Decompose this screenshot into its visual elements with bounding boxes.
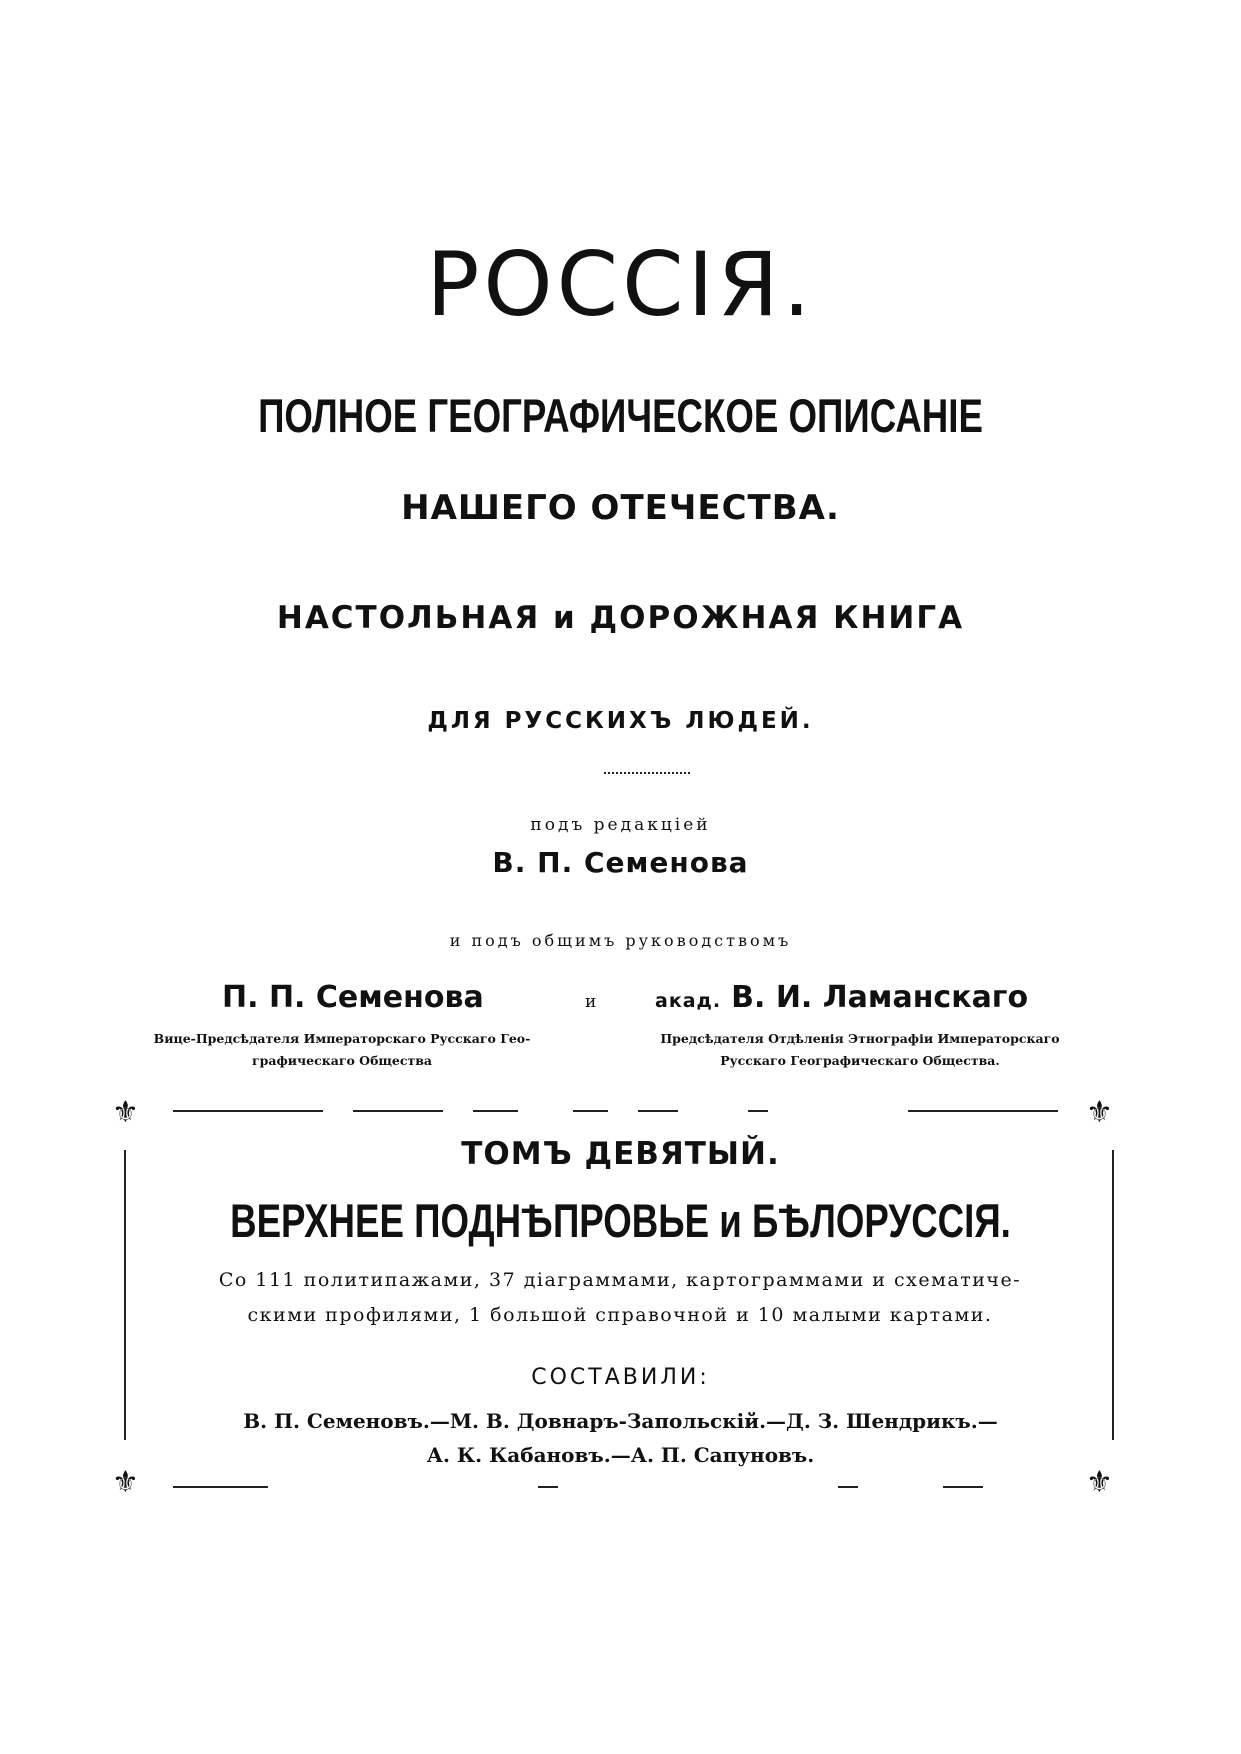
subtitle-description: ПОЛНОЕ ГЕОГРАФИЧЕСКОЕ ОПИСАНІЕ: [258, 389, 983, 442]
and-conjunction: и: [585, 992, 597, 1012]
frame-bottom-dash: [173, 1486, 268, 1488]
small-divider: [604, 772, 690, 774]
frame-top-dash: [573, 1110, 608, 1112]
subtitle-book-type: НАСТОЛЬНАЯ и ДОРОЖНАЯ КНИГА: [276, 600, 965, 636]
person-1-affiliation-line-1: Вице-Предсѣдателя Императорскаго Русскаго Гео-: [153, 1031, 531, 1046]
person-1-name: П. П. Семенова: [222, 980, 484, 1015]
compiled-by-label: СОСТАВИЛИ:: [531, 1365, 710, 1390]
volume-label: ТОМЪ ДЕВЯТЫЙ.: [461, 1136, 780, 1172]
frame-bottom-dash: [838, 1486, 858, 1488]
person-1-affiliation: [122, 1028, 562, 1072]
frame-top-dash: [353, 1110, 443, 1112]
frame-left-line: [124, 1150, 126, 1440]
frame-bottom-dash: [943, 1486, 983, 1488]
frame-top-dash: [173, 1110, 323, 1112]
frame-top-dash: [473, 1110, 518, 1112]
subtitle-audience: ДЛЯ РУССКИХЪ ЛЮДЕЙ.: [427, 708, 814, 734]
volume-description-line-1: Со 111 политипажами, 37 діаграммами, картограммами и схематиче-: [218, 1269, 1022, 1291]
subtitle-fatherland: НАШЕГО ОТЕЧЕСТВА.: [401, 488, 840, 528]
volume-title: ВЕРХНЕЕ ПОДНѢПРОВЬЕ и БѢЛОРУССІЯ.: [230, 1194, 1011, 1247]
volume-description-line-2: скими профилями, 1 большой справочной и 10 малыми картами.: [247, 1304, 993, 1326]
ornament-top-right-icon: ⚜: [1086, 1095, 1113, 1130]
person-2-title: акад.: [655, 990, 722, 1012]
frame-top-dash: [638, 1110, 678, 1112]
ornament-top-left-icon: ⚜: [112, 1095, 139, 1130]
person-2-affiliation: [610, 1028, 1110, 1072]
guidance-text: и подъ общимъ руководствомъ: [449, 931, 792, 950]
person-2: [655, 980, 1028, 1019]
ornament-bottom-left-icon: ⚜: [112, 1465, 139, 1500]
person-2-affiliation-line-2: Русскаго Географическаго Общества.: [720, 1053, 1000, 1068]
frame-bottom-dash: [538, 1486, 558, 1488]
editor-prefix: подъ редакціей: [530, 815, 711, 835]
ornament-bottom-right-icon: ⚜: [1086, 1465, 1113, 1500]
editor-name: В. П. Семенова: [492, 846, 749, 879]
authors-line-2: А. К. Кабановъ.—А. П. Сапуновъ.: [426, 1443, 815, 1467]
person-2-affiliation-line-1: Предсѣдателя Отдѣленія Этнографіи Императорскаго: [660, 1031, 1060, 1046]
authors-line-1: В. П. Семеновъ.—М. В. Довнаръ-Запольскій.—Д. З. Шендрикъ.—: [243, 1409, 998, 1433]
frame-top-dash: [908, 1110, 1058, 1112]
frame-right-line: [1112, 1150, 1114, 1440]
frame-top-dash: [748, 1110, 768, 1112]
main-title: РОССІЯ.: [426, 233, 815, 336]
person-1-affiliation-line-2: графическаго Общества: [251, 1053, 433, 1068]
person-2-name: В. И. Ламанскаго: [731, 980, 1029, 1015]
